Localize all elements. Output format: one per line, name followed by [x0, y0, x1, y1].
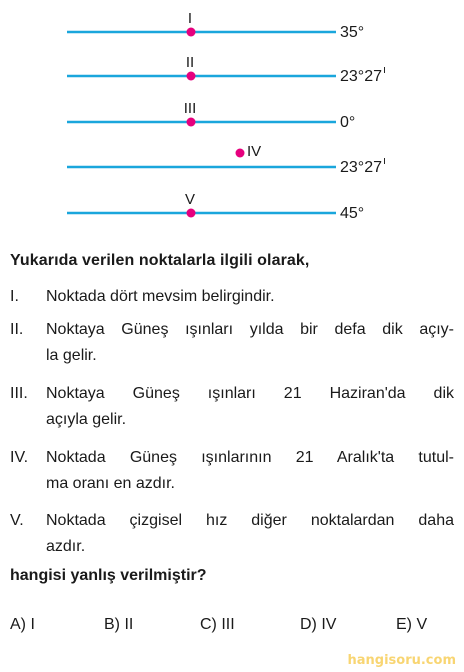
point-label: II [185, 54, 195, 71]
choice-d[interactable]: D) IV [300, 616, 337, 633]
statement-number: III. [10, 385, 28, 402]
statement-5 [0, 509, 464, 557]
point-marker [187, 72, 196, 81]
question-prompt: hangisi yanlış verilmiştir? [10, 567, 207, 584]
prime-mark: ı [383, 155, 387, 167]
point-label: V [184, 191, 196, 208]
point-marker [236, 149, 245, 158]
latitude-degree-label: 23°27 [340, 68, 382, 85]
point-marker [187, 209, 196, 218]
point-label: III [183, 100, 197, 117]
latitude-degree-label: 45° [340, 205, 365, 222]
choice-c[interactable]: C) III [200, 616, 235, 633]
statement-text-line: Noktaya Güneş ışınları 21 Haziran'da dik [46, 385, 454, 402]
choice-a[interactable]: A) I [10, 616, 35, 633]
statement-text-line: Noktada çizgisel hız diğer noktalardan daha [46, 512, 454, 529]
statement-text-line: açıyla gelir. [46, 411, 127, 428]
prime-mark: ı [383, 64, 387, 76]
point-marker [187, 28, 196, 37]
choice-b[interactable]: B) II [104, 616, 134, 633]
statement-number: IV. [10, 449, 29, 466]
statement-number: V. [10, 512, 24, 529]
statement-4 [0, 446, 464, 494]
statement-text-line: Noktaya Güneş ışınları yılda bir defa dik açıy- [46, 321, 454, 338]
statement-1 [0, 285, 464, 309]
statement-text-line: ma oranı en azdır. [46, 475, 175, 492]
statement-number: II. [10, 321, 24, 338]
watermark: hangisoru.com [347, 653, 456, 668]
statement-text: Noktada dört mevsim belirgindir. [46, 288, 275, 305]
latitude-degree-label: 0° [340, 114, 356, 131]
latitude-degree-label: 35° [340, 24, 365, 41]
latitude-degree-label: 23°27 [340, 159, 382, 176]
statement-text-line: azdır. [46, 538, 86, 555]
statement-number: I. [10, 288, 19, 305]
statement-text-line: Noktada Güneş ışınlarının 21 Aralık'ta tutul- [46, 449, 454, 466]
statement-2 [0, 318, 464, 366]
point-label: IV [247, 143, 262, 160]
point-marker [187, 118, 196, 127]
latitude-diagram [0, 0, 464, 245]
choice-e[interactable]: E) V [396, 616, 428, 633]
statement-text-line: la gelir. [46, 347, 97, 364]
statement-3 [0, 382, 464, 430]
point-label: I [187, 10, 193, 27]
question-intro: Yukarıda verilen noktalarla ilgili olarak, [10, 252, 310, 269]
